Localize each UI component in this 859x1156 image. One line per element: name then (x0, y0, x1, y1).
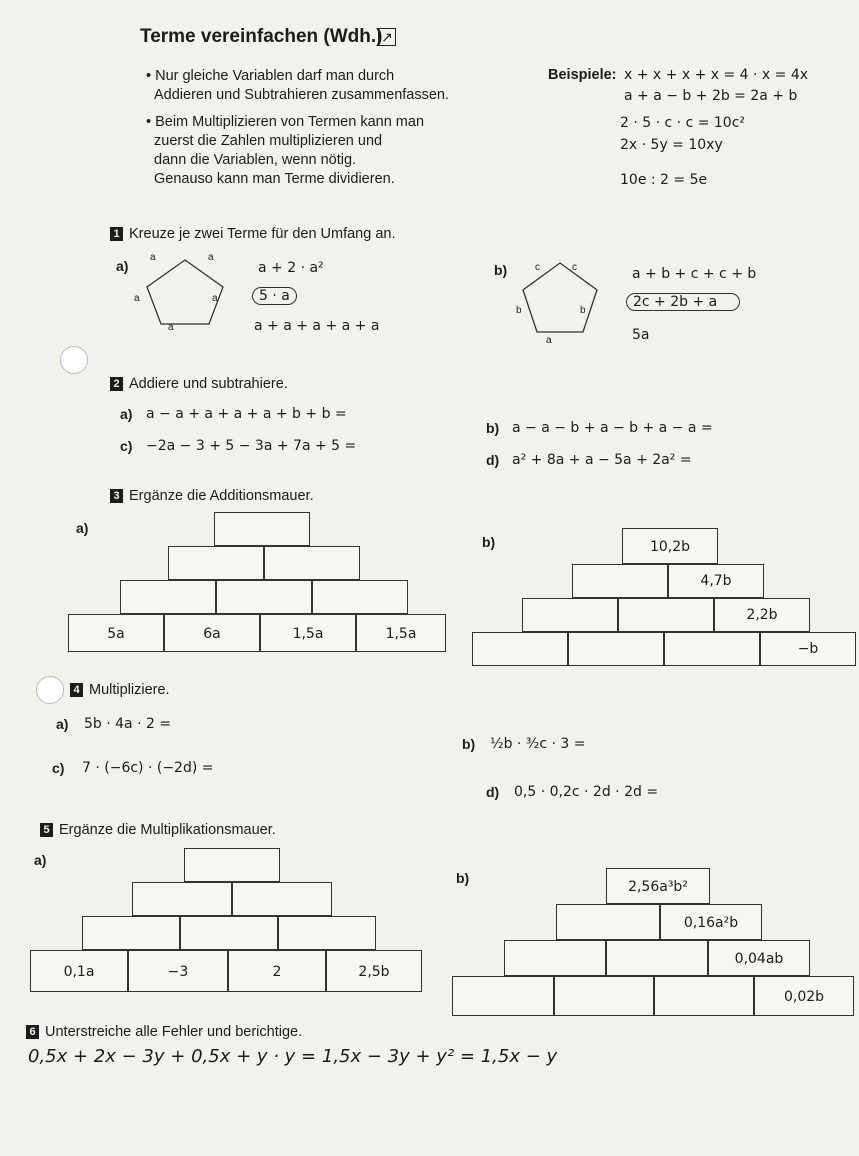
exercise-1-heading (110, 226, 396, 242)
pentagon-a-figure (135, 252, 235, 332)
side-label: b (516, 305, 522, 316)
term-option[interactable]: a + a + a + a + a (254, 318, 380, 334)
difficulty-marker-icon (36, 676, 64, 704)
exercise-number: 2 (110, 377, 123, 391)
brick-value: 2,56a³b² (606, 868, 710, 904)
side-label: b (580, 305, 586, 316)
part-label: a) (116, 258, 129, 274)
term-option-circled[interactable]: 5 · a (252, 287, 297, 305)
pentagon-b-figure (515, 257, 605, 337)
brick-empty[interactable] (654, 976, 754, 1016)
brick-empty[interactable] (452, 976, 554, 1016)
exercise-title: Addiere und subtrahiere. (129, 376, 288, 392)
part-label: b) (482, 534, 496, 550)
brick-value: 2 (228, 950, 326, 992)
rule-line: Genauso kann man Terme dividieren. (154, 171, 395, 187)
side-label: c (572, 262, 577, 273)
example-term: 10e : 2 = 5e (620, 172, 708, 188)
brick-value: 0,02b (754, 976, 854, 1016)
side-label: c (535, 262, 540, 273)
part-label: a) (34, 852, 47, 868)
brick-empty[interactable] (264, 546, 360, 580)
rule-line: • Nur gleiche Variablen darf man durch (146, 68, 395, 84)
term-option-circled[interactable]: 2c + 2b + a (626, 293, 740, 311)
brick-value: −3 (128, 950, 228, 992)
task-term: −2a − 3 + 5 − 3a + 7a + 5 = (146, 438, 357, 454)
exercise-number: 4 (70, 683, 83, 697)
brick-empty[interactable] (232, 882, 332, 916)
brick-value: 2,5b (326, 950, 422, 992)
rule-line: zuerst die Zahlen multiplizieren und (154, 133, 383, 149)
exercise-4-heading (70, 682, 170, 698)
brick-empty[interactable] (522, 598, 618, 632)
example-term: x + x + x + x = 4 · x = 4x (624, 67, 809, 83)
brick-value: 0,04ab (708, 940, 810, 976)
task-term: 5b · 4a · 2 = (84, 716, 172, 732)
exercise-3-heading (110, 488, 314, 504)
brick-empty[interactable] (312, 580, 408, 614)
digital-resource-icon: ↗ (378, 28, 396, 46)
difficulty-marker-icon (60, 346, 88, 374)
brick-value: 6a (164, 614, 260, 652)
exercise-title: Multipliziere. (89, 682, 170, 698)
pentagon-a-shape (147, 260, 223, 324)
task-term: a² + 8a + a − 5a + 2a² = (512, 452, 692, 468)
exercise-number: 1 (110, 227, 123, 241)
brick-empty[interactable] (216, 580, 312, 614)
exercise-title: Kreuze je zwei Terme für den Umfang an. (129, 226, 396, 242)
error-equation: 0,5x + 2x − 3y + 0,5x + y · y = 1,5x − 3y + y² = 1,5x − y (28, 1046, 558, 1067)
example-term: 2x · 5y = 10xy (620, 137, 723, 153)
part-label: a) (76, 520, 89, 536)
example-term: a + a − b + 2b = 2a + b (624, 88, 798, 104)
brick-empty[interactable] (556, 904, 660, 940)
rule-line: Addieren und Subtrahieren zusammenfassen. (154, 87, 450, 103)
brick-empty[interactable] (664, 632, 760, 666)
brick-empty[interactable] (120, 580, 216, 614)
brick-empty[interactable] (504, 940, 606, 976)
term-option[interactable]: 5a (632, 327, 650, 343)
brick-empty[interactable] (618, 598, 714, 632)
brick-value: 0,16a²b (660, 904, 762, 940)
brick-empty[interactable] (568, 632, 664, 666)
task-term: a − a + a + a + a + b + b = (146, 406, 347, 422)
side-label: a (546, 335, 552, 346)
part-label: c) (120, 438, 133, 454)
page-title-text: Terme vereinfachen (Wdh.) (140, 26, 383, 47)
part-label: c) (52, 760, 65, 776)
exercise-title: Unterstreiche alle Fehler und berichtige. (45, 1024, 303, 1040)
part-label: a) (120, 406, 133, 422)
exercise-5-heading (40, 822, 276, 838)
part-label: b) (462, 736, 476, 752)
part-label: a) (56, 716, 69, 732)
exercise-number: 3 (110, 489, 123, 503)
brick-value: 1,5a (260, 614, 356, 652)
rules-box (146, 67, 449, 189)
task-term: 7 · (−6c) · (−2d) = (82, 760, 214, 776)
brick-empty[interactable] (606, 940, 708, 976)
task-term: a − a − b + a − b + a − a = (512, 420, 713, 436)
exercise-6-heading (26, 1024, 302, 1040)
part-label: d) (486, 452, 500, 468)
side-label: a (208, 252, 214, 263)
brick-value: 2,2b (714, 598, 810, 632)
side-label: a (168, 322, 174, 333)
rule-line: • Beim Multiplizieren von Termen kann man (146, 114, 425, 130)
term-option[interactable]: a + 2 · a² (258, 260, 324, 276)
examples-label: Beispiele: (548, 67, 617, 83)
rule-line: dann die Variablen, wenn nötig. (154, 152, 357, 168)
brick-empty[interactable] (472, 632, 568, 666)
brick-empty[interactable] (168, 546, 264, 580)
brick-empty[interactable] (572, 564, 668, 598)
side-label: a (212, 293, 218, 304)
exercise-title: Ergänze die Additionsmauer. (129, 488, 314, 504)
page-title (140, 26, 382, 48)
brick-value: 0,1a (30, 950, 128, 992)
brick-empty[interactable] (180, 916, 278, 950)
exercise-number: 6 (26, 1025, 39, 1039)
example-term: 2 · 5 · c · c = 10c² (620, 115, 746, 131)
exercise-title: Ergänze die Multiplikationsmauer. (59, 822, 276, 838)
term-option[interactable]: a + b + c + c + b (632, 266, 757, 282)
brick-empty[interactable] (132, 882, 232, 916)
task-term: 0,5 · 0,2c · 2d · 2d = (514, 784, 659, 800)
exercise-2-heading (110, 376, 288, 392)
brick-empty[interactable] (554, 976, 654, 1016)
side-label: a (134, 293, 140, 304)
brick-empty[interactable] (214, 512, 310, 546)
task-term: ½b · ³⁄₂c · 3 = (490, 736, 586, 752)
brick-empty[interactable] (184, 848, 280, 882)
exercise-number: 5 (40, 823, 53, 837)
brick-value: 4,7b (668, 564, 764, 598)
part-label: b) (486, 420, 500, 436)
brick-value: 10,2b (622, 528, 718, 564)
part-label: b) (494, 262, 508, 278)
brick-value: 1,5a (356, 614, 446, 652)
part-label: d) (486, 784, 500, 800)
part-label: b) (456, 870, 470, 886)
brick-empty[interactable] (278, 916, 376, 950)
brick-value: −b (760, 632, 856, 666)
brick-empty[interactable] (82, 916, 180, 950)
side-label: a (150, 252, 156, 263)
brick-value: 5a (68, 614, 164, 652)
pentagon-b-shape (523, 263, 597, 332)
